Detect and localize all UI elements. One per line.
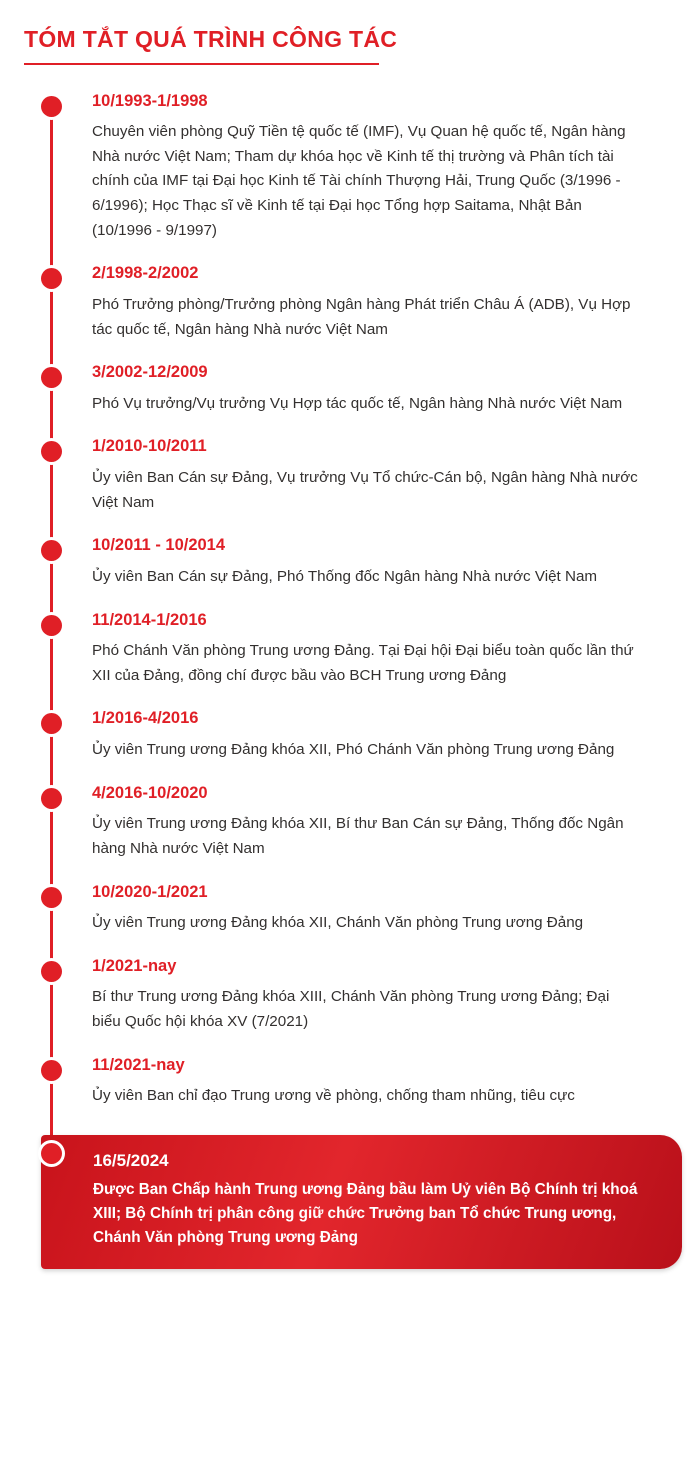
highlight-text: Được Ban Chấp hành Trung ương Đảng bầu làm Uỷ viên Bộ Chính trị khoá XIII; Bộ Chính trị phân công giữ chức Trưởng ban Tổ chức Trung ương, Chánh Văn phòng Trung ương Đảng [93, 1181, 638, 1246]
entry-date: 10/2011 - 10/2014 [92, 536, 226, 555]
highlight-card [41, 1135, 682, 1270]
title-underline [24, 63, 379, 65]
entry-date: 2/1998-2/2002 [92, 264, 199, 283]
entry-text: Ủy viên Trung ương Đảng khóa XII, Chánh Văn phòng Trung ương Đảng [92, 914, 584, 932]
entry-text: Phó Chánh Văn phòng Trung ương Đảng. Tại Đại hội Đại biểu toàn quốc lần thứ XII của Đảng, đồng chí được bầu vào BCH Trung ương Đảng [92, 642, 634, 684]
entry-text: Chuyên viên phòng Quỹ Tiền tệ quốc tế (IMF), Vụ Quan hệ quốc tế, Ngân hàng Nhà nước Việt Nam; Tham dự khóa học về Kinh tế thị trường và Phân tích tài chính của IMF tại Đại học Kinh tế Tài chính Thượng Hải, Trung Quốc (3/1996 - 6/1996); Học Thạc sĩ về Kinh tế tại Đại học Tổng hợp Saitama, Nhật Bản (10/1996 - 9/1997) [92, 123, 626, 239]
entry-text: Phó Trưởng phòng/Trưởng phòng Ngân hàng Phát triển Châu Á (ADB), Vụ Hợp tác quốc tế, Ngân hàng Nhà nước Việt Nam [92, 295, 631, 338]
timeline-entry [0, 436, 700, 515]
entry-date: 3/2002-12/2009 [92, 363, 208, 382]
timeline-entry [0, 783, 700, 862]
timeline-dot-icon [41, 367, 62, 388]
page-title: TÓM TẮT QUÁ TRÌNH CÔNG TÁC [24, 26, 398, 52]
entry-date: 10/1993-1/1998 [92, 91, 208, 110]
entry-text: Ủy viên Trung ương Đảng khóa XII, Bí thư Ban Cán sự Đảng, Thống đốc Ngân hàng Nhà nước Việt Nam [92, 815, 624, 857]
entry-text: Phó Vụ trưởng/Vụ trưởng Vụ Hợp tác quốc tế, Ngân hàng Nhà nước Việt Nam [92, 394, 623, 412]
entry-text: Ủy viên Ban Cán sự Đảng, Vụ trưởng Vụ Tổ chức-Cán bộ, Ngân hàng Nhà nước Việt Nam [92, 469, 638, 511]
career-timeline [0, 91, 700, 1310]
timeline-dot-icon [41, 887, 62, 908]
timeline-dot-icon [41, 788, 62, 809]
timeline-dot-icon [41, 441, 62, 462]
highlight-date: 16/5/2024 [93, 1150, 169, 1170]
timeline-entry [0, 956, 700, 1035]
timeline-dot-icon [41, 1143, 62, 1164]
entry-text: Bí thư Trung ương Đảng khóa XIII, Chánh Văn phòng Trung ương Đảng; Đại biểu Quốc hội khóa XV (7/2021) [92, 988, 610, 1031]
entry-date: 4/2016-10/2020 [92, 783, 208, 802]
timeline-highlight [0, 1135, 700, 1270]
timeline-dot-icon [41, 540, 62, 561]
timeline-entry [0, 708, 700, 762]
timeline-entry [0, 362, 700, 416]
timeline-dot-icon [41, 961, 62, 982]
entry-date: 1/2010-10/2011 [92, 437, 207, 456]
entry-date: 11/2021-nay [92, 1055, 185, 1074]
entry-text: Ủy viên Ban chỉ đạo Trung ương về phòng, chống tham nhũng, tiêu cực [92, 1087, 575, 1105]
entry-date: 1/2021-nay [92, 956, 177, 975]
entry-date: 11/2014-1/2016 [92, 610, 207, 629]
timeline-dot-icon [41, 268, 62, 289]
timeline-entry [0, 610, 700, 689]
header [0, 0, 700, 63]
timeline-entry [0, 263, 700, 342]
timeline-entry [0, 882, 700, 936]
entry-date: 1/2016-4/2016 [92, 709, 199, 728]
timeline-dot-icon [41, 96, 62, 117]
timeline-dot-icon [41, 1060, 62, 1081]
entry-date: 10/2020-1/2021 [92, 882, 208, 901]
timeline-entry [0, 91, 700, 244]
timeline-entry [0, 535, 700, 589]
entry-text: Ủy viên Ban Cán sự Đảng, Phó Thống đốc Ngân hàng Nhà nước Việt Nam [92, 567, 598, 585]
entry-text: Ủy viên Trung ương Đảng khóa XII, Phó Chánh Văn phòng Trung ương Đảng [92, 741, 615, 759]
timeline-dot-icon [41, 615, 62, 636]
timeline-dot-icon [41, 713, 62, 734]
timeline-entry [0, 1055, 700, 1109]
